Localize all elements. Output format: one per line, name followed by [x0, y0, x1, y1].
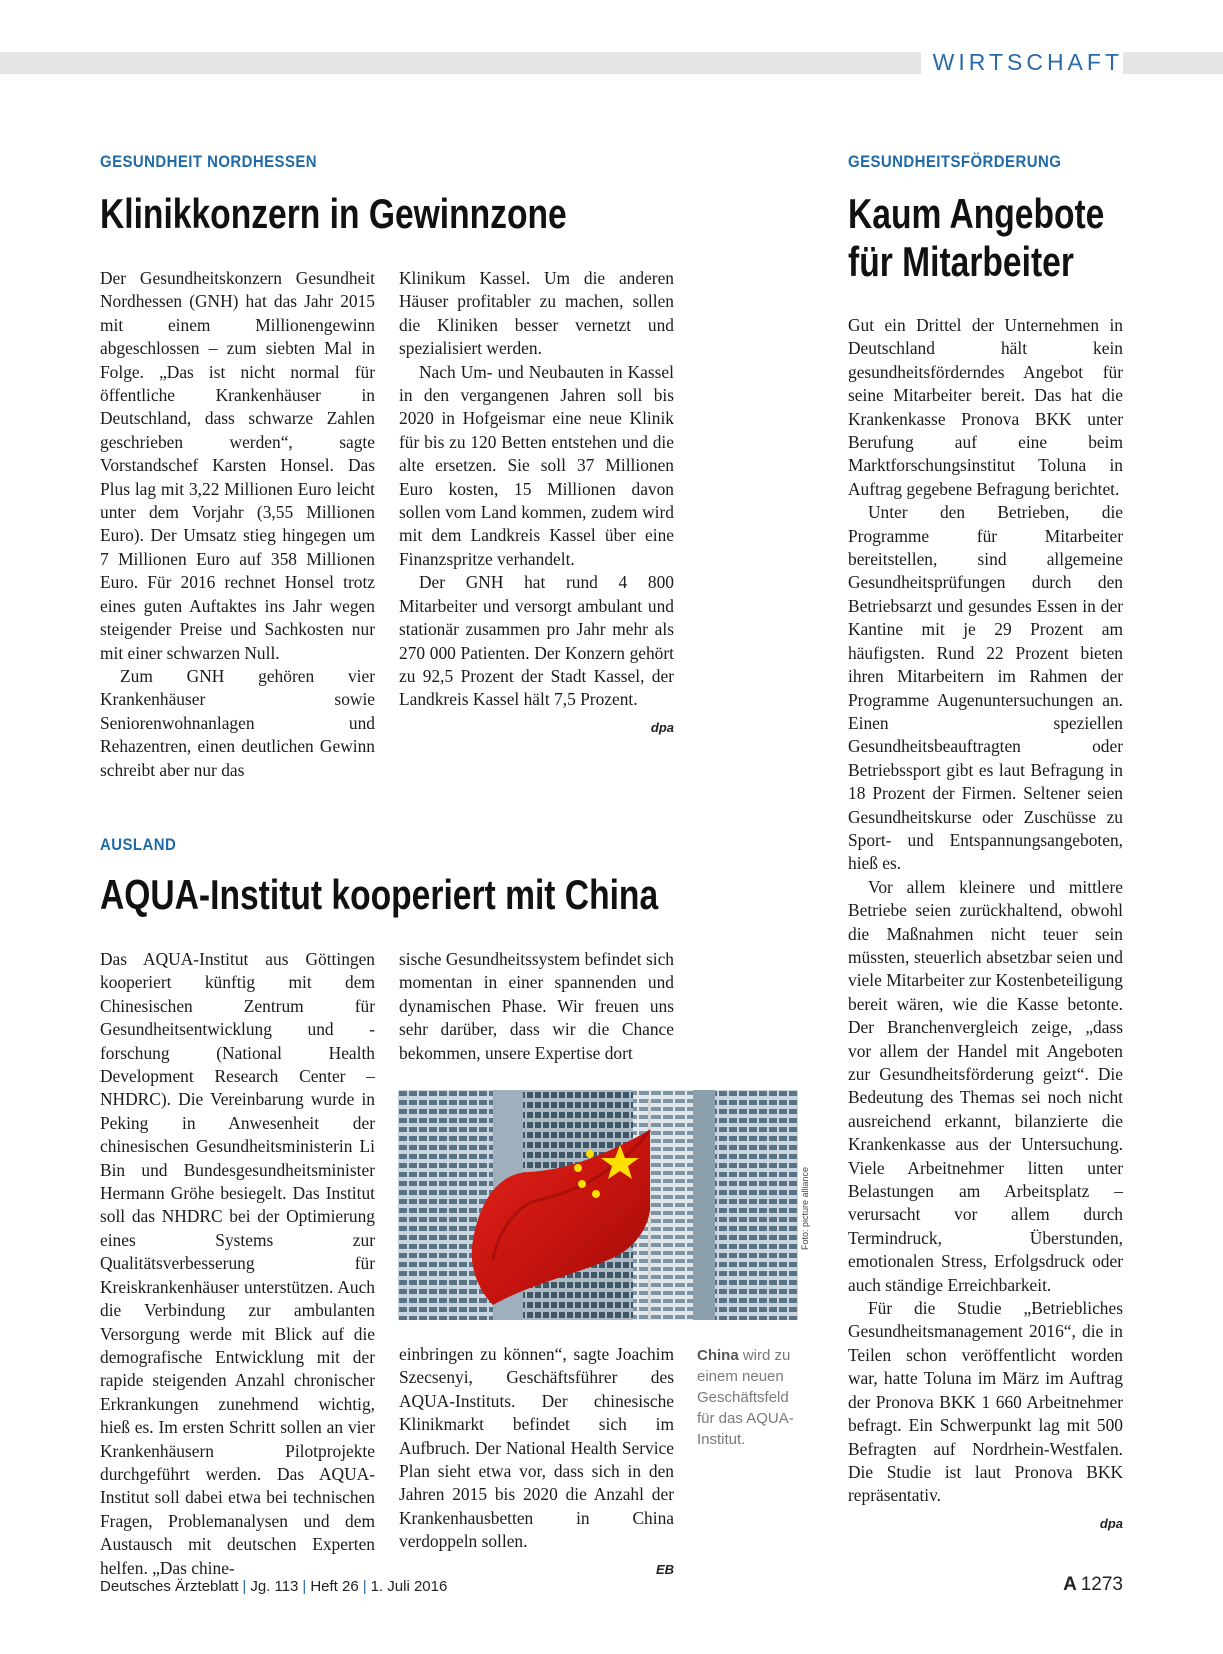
article2-kicker: AUSLAND — [100, 835, 177, 854]
article2-paragraph: einbringen zu können“, sagte Joachim Szecsenyi, Geschäftsführer des AQUA-Instituts. Der chinesische Klinikmarkt befindet sich im Aufbruch. Der National Health Service Plan sieht etwa vor, dass sich in den Jahren 2015 bis 2020 die Anzahl der Krankenhausbetten in China verdoppeln sollen. — [399, 1344, 674, 1552]
page-number-value: 1273 — [1080, 1574, 1123, 1595]
article2-paragraph: Das AQUA-Institut aus Göttingen kooperiert künftig mit dem Chinesischen Zentrum für Gesundheitsentwicklung und -forschung (National Health Development Research Center – NHDRC). Die Vereinbarung wurde in Peking in Anwesenheit der chinesischen Gesundheitsministerin Li Bin und Bundesgesundheitsminister Hermann Gröhe besiegelt. Das Institut soll das NHDRC bei der Optimierung eines Systems zur Qualitätsverbesserung für Kreiskrankenhäuser unterstützen. Auch die Verbindung zur ambulanten Versorgung werde mit Blick auf die demografische Entwicklung mit der rapide steigenden Anzahl chronischer Erkrankungen zunehmend wichtig, hieß es. Im ersten Schritt sollen an vier Krankenhäusern Pilotprojekte durchgeführt werden. Das AQUA-Institut soll dabei etwa bei technischen Fragen, Problemanalysen und dem Austausch mit deutschen Experten helfen. „Das chine- — [100, 949, 375, 1578]
footer-citation — [100, 1578, 447, 1595]
article2-headline: AQUA-Institut kooperiert mit China — [100, 871, 659, 918]
article3-headline-line-1: Kaum Angebote — [848, 190, 1105, 237]
article1-paragraph: Der GNH hat rund 4 800 Mitarbeiter und versorgt ambulant und stationär zusammen pro Jahr mehr als 270 000 Patienten. Der Konzern gehört zu 92,5 Prozent der Stadt Kassel, der Landkreis Kassel hält 7,5 Prozent. — [399, 572, 674, 710]
article2-column-2-bottom — [399, 1343, 674, 1581]
page-number — [1063, 1574, 1123, 1596]
page-prefix: A — [1063, 1574, 1077, 1595]
article1-column-2 — [399, 267, 674, 739]
article3-paragraph: Unter den Betrieben, die Programme für Mitarbeiter bereitstellen, sind allgemeine Gesundheitsprüfungen durch den Betriebsarzt und gesundes Essen in der Kantine mit je 29 Prozent am häufigsten. Rund 22 Prozent bieten ihren Mitarbeitern im Rahmen der Programme Augenuntersuchungen an. Einen speziellen Gesundheitsbeauftragten oder Betriebssport gibt es laut Befragung in 18 Prozent der Firmen. Seltener seien Gesundheitskurse oder Zuschüsse zu Sport- und Entspannungsangeboten, hieß es. — [848, 502, 1123, 874]
article1-paragraph: Der Gesundheitskonzern Gesundheit Nordhessen (GNH) hat das Jahr 2015 mit einem Millionengewinn abgeschlossen – zum siebten Mal in Folge. „Das ist nicht normal für öffentliche Krankenhäuser in Deutschland, dass schwarze Zahlen geschrieben werden“, sagte Vorstandschef Karsten Honsel. Das Plus lag mit 3,22 Millionen Euro leicht unter dem Vorjahr (3,55 Millionen Euro). Der Umsatz stieg hingegen um 7 Millionen Euro auf 358 Millionen Euro. Für 2016 rechnet Honsel trotz eines guten Auftaktes ins Jahr wegen steigender Preise und Sachkosten nur mit einer schwarzen Null. — [100, 268, 375, 663]
article3-kicker: GESUNDHEITSFÖRDERUNG — [848, 152, 1062, 171]
article3-headline-line-2: für Mitarbeiter — [848, 238, 1074, 285]
footer-separator: | — [302, 1578, 307, 1595]
article1-paragraph: Klinikum Kassel. Um die anderen Häuser profitabler zu machen, sollen die Kliniken besser vernetzt und spezialisiert werden. — [399, 268, 674, 359]
article1-kicker: GESUNDHEIT NORDHESSEN — [100, 152, 318, 171]
caption-bold: China — [697, 1347, 739, 1364]
article2-paragraph: sische Gesundheitssystem befindet sich momentan in einer spannenden und dynamischen Phase. Wir freuen uns sehr darüber, dass wir die Chance bekommen, unsere Expertise dort — [399, 949, 674, 1063]
photo-caption — [697, 1345, 797, 1450]
article3-column — [848, 314, 1123, 1535]
china-flag-photo — [398, 1090, 798, 1320]
footer-issue: Heft 26 — [310, 1578, 359, 1595]
footer-volume: Jg. 113 — [250, 1578, 299, 1595]
article1-headline: Klinikkonzern in Gewinnzone — [100, 190, 567, 237]
article3-author: dpa — [1099, 1515, 1123, 1531]
article2-author: EB — [655, 1561, 674, 1577]
footer-separator: | — [362, 1578, 367, 1595]
article3-paragraph: Vor allem kleinere und mittlere Betriebe seien zurückhaltend, obwohl die Maßnahmen nicht teuer sein müssten, steuerlich absetzbar seien und viele Mitarbeiter zur Kostenbeteiligung bereit wären, wie die Kasse betonte. Der Branchenvergleich zeige, „dass vor allem der Handel mit Angeboten zur Gesundheitsförderung geizt“. Die Bedeutung des Themas sei noch nicht ausreichend erkannt, bilanzierte die Krankenkasse aus der Untersuchung. Viele Arbeitnehmer litten unter Belastungen am Arbeitsplatz – verursacht vor allem durch Termindruck, Überstunden, emotionalen Stress, Erfolgsdruck oder auch ständige Erreichbarkeit. — [848, 876, 1123, 1295]
article2-column-2-top — [399, 948, 674, 1065]
footer-separator: | — [242, 1578, 247, 1595]
article3-headline — [848, 190, 1104, 286]
article1-column-1 — [100, 267, 375, 782]
caption-text: wird zu einem neuen Geschäftsfeld für das AQUA-Institut. — [697, 1347, 794, 1448]
article1-paragraph: Zum GNH gehören vier Krankenhäuser sowie Seniorenwohnanlagen und Rehazentren, einen deutlichen Gewinn schreibt aber nur das — [100, 665, 375, 780]
footer-date: 1. Juli 2016 — [370, 1578, 448, 1595]
article1-paragraph: Nach Um- und Neubauten in Kassel in den vergangenen Jahren soll bis 2020 in Hofgeismar eine neue Klinik für bis zu 120 Betten entstehen und die alte ersetzen. Sie soll 37 Millionen Euro kosten, 15 Millionen davon sollen vom Land kommen, zudem wird mit dem Landkreis Kassel über eine Finanzspritze verhandelt. — [399, 361, 674, 569]
article3-paragraph: Für die Studie „Betriebliches Gesundheitsmanagement 2016“, die in Teilen schon veröffentlicht worden war, hatte Toluna im März im Auftrag der Pronova BKK 1 660 Arbeitnehmer befragt. Ein Schwerpunkt lag mit 500 Befragten auf Nordrhein-Westfalen. Die Studie ist laut Pronova BKK repräsentativ. — [848, 1298, 1123, 1506]
photo-credit: Foto: picture alliance — [800, 1166, 810, 1250]
article3-paragraph: Gut ein Drittel der Unternehmen in Deutschland hält kein gesundheitsförderndes Angebot für seine Mitarbeiter bereit. Das hat die Krankenkasse Pronova BKK unter Berufung auf eine beim Marktforschungsinstitut Toluna in Auftrag gegebene Befragung berichtet. — [848, 315, 1123, 499]
china-flag-image — [398, 1090, 798, 1320]
article2-column-1 — [100, 948, 375, 1580]
section-label: WIRTSCHAFT — [921, 48, 1123, 76]
article1-author: dpa — [650, 719, 674, 735]
footer-journal: Deutsches Ärzteblatt — [100, 1578, 239, 1595]
